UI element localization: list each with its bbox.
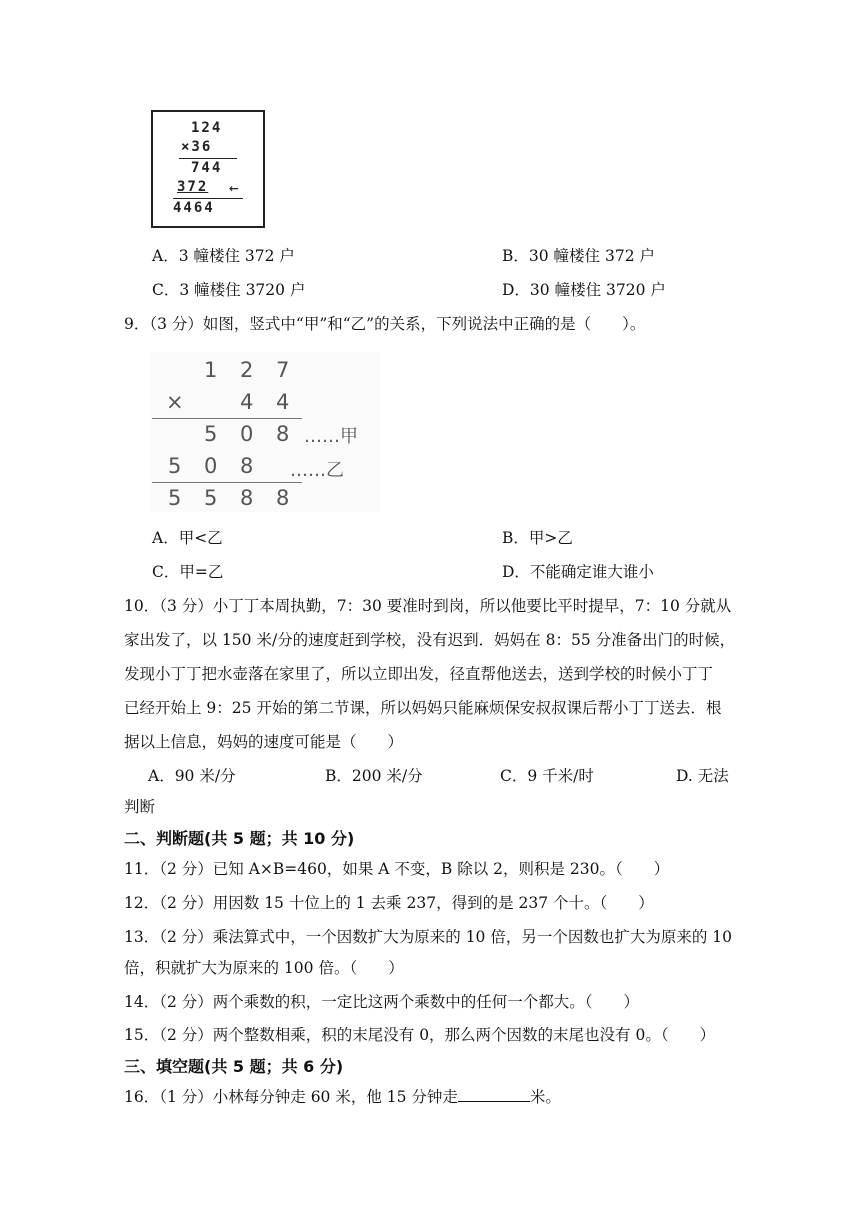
q9-option-c: C．甲=乙 bbox=[152, 563, 224, 581]
q10-option-b: B．200 米/分 bbox=[325, 767, 423, 785]
q9-m1-d3: 7 bbox=[276, 358, 290, 382]
q9-m1-d1: 1 bbox=[204, 358, 218, 382]
q9-p2-d2: 0 bbox=[204, 454, 218, 478]
q13-line2: 倍，积就扩大为原来的 100 倍。（ ） bbox=[124, 959, 404, 977]
arrow-left-icon: ← bbox=[229, 178, 241, 197]
q9-label-yi: ……乙 bbox=[290, 460, 344, 481]
q9-p1-d2: 0 bbox=[240, 422, 254, 446]
q8-figure-rule2 bbox=[173, 198, 243, 199]
q8-option-d: D．30 幢楼住 3720 户 bbox=[502, 281, 666, 299]
q9-p2-d3: 8 bbox=[240, 454, 254, 478]
q16-answer-blank[interactable] bbox=[458, 1085, 530, 1102]
q9-total-d2: 5 bbox=[204, 486, 218, 510]
q10-line2: 家出发了，以 150 米/分的速度赶到学校，没有迟到．妈妈在 8：55 分准备出门的时候， bbox=[124, 631, 736, 649]
q9-total-d3: 8 bbox=[240, 486, 254, 510]
q9-rule1 bbox=[152, 418, 302, 419]
q8-figure-row5: 4464 bbox=[173, 200, 215, 216]
q9-m1-d2: 2 bbox=[240, 358, 254, 382]
q9-m2-d2: 4 bbox=[276, 390, 290, 414]
q8-option-a: A．3 幢楼住 372 户 bbox=[152, 247, 295, 265]
q9-option-b: B．甲>乙 bbox=[502, 529, 573, 547]
q13-line1: 13．（2 分）乘法算式中，一个因数扩大为原来的 10 倍，另一个因数也扩大为原来的 10 bbox=[124, 928, 732, 946]
q11-text: 11．（2 分）已知 A×B=460，如果 A 不变，B 除以 2，则积是 230。（ ） bbox=[124, 860, 670, 878]
q16-text bbox=[124, 1085, 561, 1108]
q8-option-b: B．30 幢楼住 372 户 bbox=[502, 247, 655, 265]
q9-option-a: A．甲<乙 bbox=[152, 529, 223, 547]
q9-p2-d1: 5 bbox=[168, 454, 182, 478]
q9-rule2 bbox=[152, 482, 302, 483]
q10-line5: 据以上信息，妈妈的速度可能是（ ） bbox=[124, 733, 404, 751]
q9-option-d: D．不能确定谁大谁小 bbox=[502, 563, 654, 581]
q14-text: 14．（2 分）两个乘数的积，一定比这两个乘数中的任何一个都大。（ ） bbox=[124, 993, 640, 1011]
q8-multiplication-figure bbox=[151, 110, 265, 228]
q10-line3: 发现小丁丁把水壶落在家里了，所以立即出发，径直帮他送去，送到学校的时候小丁丁 bbox=[124, 665, 714, 683]
q9-total-d1: 5 bbox=[168, 486, 182, 510]
section3-title: 三、填空题(共 5 题；共 6 分) bbox=[124, 1057, 344, 1076]
q8-figure-row4: 372 bbox=[177, 179, 209, 195]
q10-option-d: D. 无法 bbox=[676, 767, 729, 785]
q9-p1-d3: 8 bbox=[276, 422, 290, 446]
q16-prefix: 16．（1 分）小林每分钟走 60 米，他 15 分钟走 bbox=[124, 1088, 458, 1106]
q8-figure-row2: ×36 bbox=[181, 139, 213, 155]
q8-figure-row3: 744 bbox=[191, 160, 223, 176]
q9-total-d4: 8 bbox=[276, 486, 290, 510]
q12-text: 12．（2 分）用因数 15 十位上的 1 去乘 237，得到的是 237 个十。（ ） bbox=[124, 894, 654, 912]
q8-figure-row1: 124 bbox=[191, 120, 223, 136]
q9-m2-d1: 4 bbox=[240, 390, 254, 414]
q9-label-jia: ……甲 bbox=[304, 426, 358, 447]
q10-line4: 已经开始上 9：25 开始的第二节课，所以妈妈只能麻烦保安叔叔课后帮小丁丁送去．根 bbox=[124, 699, 722, 717]
q9-multiplication-figure bbox=[150, 352, 380, 512]
q10-option-a: A．90 米/分 bbox=[148, 767, 236, 785]
q16-suffix: 米。 bbox=[529, 1088, 561, 1106]
q10-line1: 10．（3 分）小丁丁本周执勤，7：30 要准时到岗，所以他要比平时提早，7：10 分就从 bbox=[124, 597, 732, 615]
section2-title: 二、判断题(共 5 题；共 10 分) bbox=[124, 829, 355, 848]
q9-times-sign: × bbox=[166, 390, 184, 414]
q10-option-c: C．9 千米/时 bbox=[500, 767, 594, 785]
q8-option-c: C．3 幢楼住 3720 户 bbox=[152, 281, 306, 299]
q15-text: 15．（2 分）两个整数相乘，积的末尾没有 0，那么两个因数的末尾也没有 0。（ ） bbox=[124, 1026, 716, 1044]
q9-text: 9．（3 分）如图，竖式中“甲”和“乙”的关系，下列说法中正确的是（ ）。 bbox=[124, 315, 646, 333]
q9-p1-d1: 5 bbox=[204, 422, 218, 446]
q8-figure-rule1 bbox=[179, 158, 237, 159]
q10-option-d-cont: 判断 bbox=[124, 798, 156, 816]
